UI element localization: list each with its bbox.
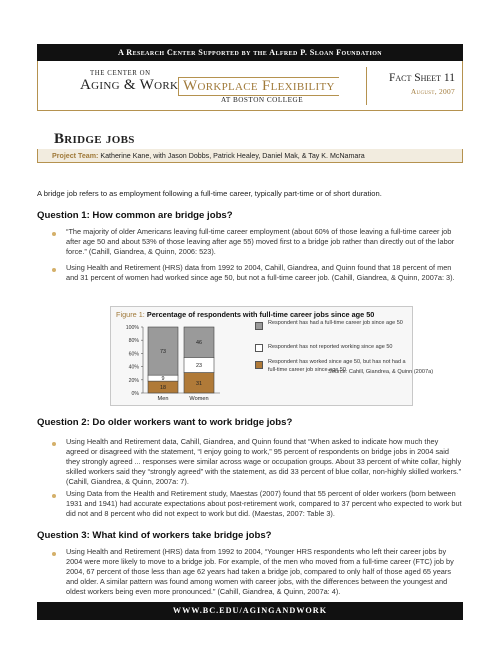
- bar-data-label: 9: [161, 376, 165, 383]
- fact-sheet-label: Fact Sheet 11: [388, 72, 455, 84]
- top-banner: [0, 0, 500, 62]
- q2-bullet-2: Using Data from the Health and Retirement study, Maestas (2007) found that 55 percent of older workers (born between 1931 and 1941) had accurate expectations about post-retirement work, compared to 37 percent who expected to work but did not and 8 percent who did not expect to work but did. (Maestas, 2007: Table 3).: [66, 489, 462, 519]
- intro-text: A bridge job refers to as employment following a full-time career, typically part-time or of short duration.: [37, 189, 382, 198]
- bar-data-label: 18: [160, 385, 166, 392]
- figure-caption: Percentage of respondents with full-time career jobs since age 50: [146, 310, 375, 319]
- bullet-icon: [52, 232, 56, 236]
- category-label: Women: [189, 396, 209, 402]
- bar-data-label: 23: [196, 362, 202, 369]
- sloan-banner: A Research Center Supported by the Alfred P. Sloan Foundation: [37, 44, 463, 61]
- bar-data-label: 46: [196, 340, 202, 347]
- bullet-icon: [52, 494, 56, 498]
- q1-bullet-1: “The majority of older Americans leaving full-time career employment (about 60% of those leaving a full-time career job after age 50 and about 53% of those leaving after age 55) moved first to a bridge job rather than directly out of the labor force.” (Cahill, Giandrea, & Quinn, 2006: 523).: [66, 227, 455, 257]
- q2-bullet-1: Using Health and Retirement data, Cahill, Giandrea, and Quinn found that “When asked to indicate how much they agreed or disagreed with the statement, “I enjoy going to work,” 95 percent of respondents on bridge jobs in 2004 said they strongly agreed ... responses were similar across wage or occupation groups. About 33 percent of white collar, highly skilled workers said they “strongly agreed” with the statement, as did 33 percent of blue collar, non-highly skilled workers.” (Cahill, Giandrea, & Quinn, 2007a: 7).: [66, 437, 462, 487]
- legend-not-working: Respondent has not reported working since age 50: [268, 344, 393, 350]
- project-team-label: Project Team:: [52, 152, 99, 160]
- bullet-icon: [52, 552, 56, 556]
- logo-aging-work: Aging & Work: [80, 77, 179, 93]
- bar-data-label: 73: [160, 349, 166, 356]
- category-label: Men: [157, 396, 169, 402]
- masthead-divider: [366, 67, 367, 105]
- q1-bullet-2: Using Health and Retirement (HRS) data from 1992 to 2004, Cahill, Giandrea, and Quinn found that 18 percent of men and 31 percent of women had worked since age 50, but not a full-time career job. (Cahill, Giandrea, & Quinn, 2007a: 3).: [66, 263, 455, 283]
- y-tick-label: 0%: [131, 391, 139, 397]
- legend-swatch-career: [255, 322, 263, 330]
- y-tick-label: 20%: [128, 377, 139, 384]
- bullet-icon: [52, 442, 56, 446]
- figure-label: Figure 1:: [116, 310, 145, 319]
- y-tick-label: 60%: [128, 351, 139, 358]
- masthead: [37, 61, 463, 111]
- question-2-heading: Question 2: Do older workers want to work bridge jobs?: [37, 417, 293, 428]
- figure-title: [116, 310, 374, 319]
- project-team-names: Katherine Kane, with Jason Dobbs, Patrick Healey, Daniel Mak, & Tay K. McNamara: [100, 152, 365, 160]
- bar-data-label: 31: [196, 380, 202, 387]
- legend-swatch-not-working: [255, 344, 263, 352]
- legend-career: Respondent has had a full-time career job since age 50: [268, 320, 403, 326]
- legend-bridge: Respondent has worked since age 50, but has not had a full-time career job since age 50: [268, 359, 406, 373]
- question-1-heading: Question 1: How common are bridge jobs?: [37, 210, 233, 221]
- figure-source: Source: Cahill, Giandrea, & Quinn (2007a): [328, 369, 434, 375]
- fact-sheet-date: August, 2007: [410, 87, 455, 96]
- figure-1: [110, 306, 434, 406]
- page-title: Bridge jobs: [54, 131, 135, 147]
- bullet-icon: [52, 268, 56, 272]
- project-team: [52, 152, 365, 161]
- logo-boston-college: AT BOSTON COLLEGE: [221, 96, 304, 104]
- footer-url[interactable]: WWW.BC.EDU/AGINGANDWORK: [37, 602, 463, 620]
- logo-workplace-flexibility: Workplace Flexibility: [178, 77, 339, 96]
- y-tick-label: 40%: [128, 364, 139, 371]
- y-tick-label: 80%: [128, 338, 139, 345]
- logo-line-center-on: THE CENTER ON: [90, 70, 151, 77]
- y-tick-label: 100%: [125, 325, 139, 331]
- question-3-heading: Question 3: What kind of workers take bridge jobs?: [37, 530, 272, 541]
- legend-swatch-bridge: [255, 361, 263, 369]
- q3-bullet-1: Using Health and Retirement (HRS) data from 1992 to 2004, “Younger HRS respondents who left their career jobs by 2004 were more likely to move to a bridge job. For example, of the men who moved from a full-time career (FTC) job by 2004, 67 percent of those less than age 62 years had taken a bridge job, compared to only half of those aged 65 years and older. A similar pattern was found among women with career jobs, with the differences between the youngest and oldest workers being even more pronounced.” (Cahill, Giandrea, & Quinn, 2007a: 4).: [66, 547, 454, 597]
